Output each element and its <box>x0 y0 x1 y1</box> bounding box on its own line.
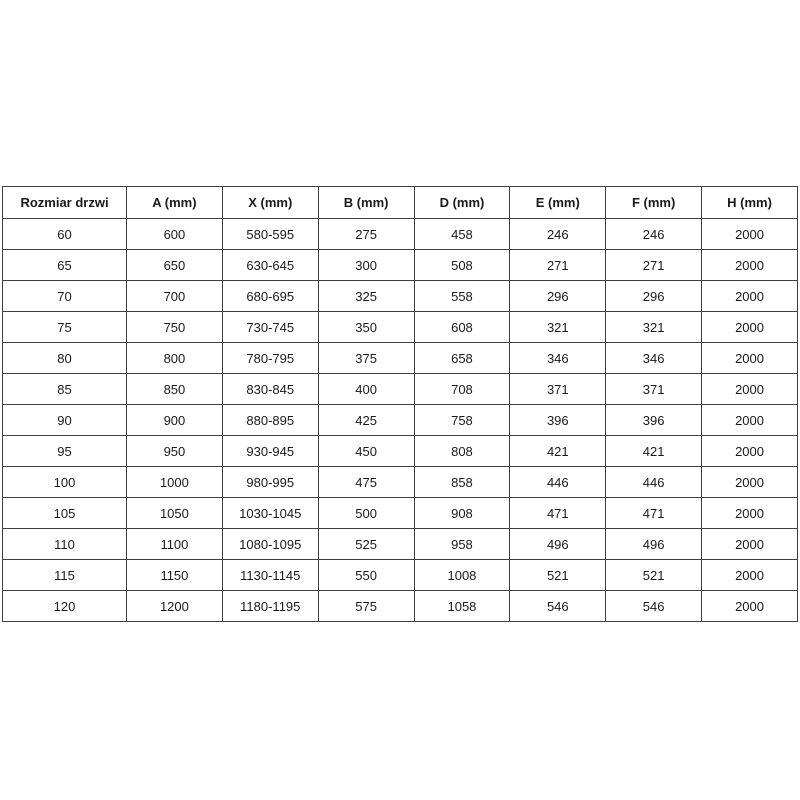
table-cell: 680-695 <box>222 281 318 312</box>
table-row <box>3 343 798 374</box>
table-cell: 60 <box>3 219 127 250</box>
table-cell: 1130-1145 <box>222 560 318 591</box>
door-size-table <box>2 186 798 622</box>
column-header-h-mm: H (mm) <box>702 187 798 219</box>
table-cell: 508 <box>414 250 510 281</box>
table-row <box>3 219 798 250</box>
table-cell: 110 <box>3 529 127 560</box>
table-cell: 246 <box>510 219 606 250</box>
table-cell: 500 <box>318 498 414 529</box>
table-cell: 425 <box>318 405 414 436</box>
table-cell: 421 <box>606 436 702 467</box>
table-cell: 650 <box>127 250 223 281</box>
table-cell: 1030-1045 <box>222 498 318 529</box>
table-cell: 600 <box>127 219 223 250</box>
table-body <box>3 219 798 622</box>
table-cell: 371 <box>510 374 606 405</box>
table-cell: 2000 <box>702 467 798 498</box>
table-cell: 421 <box>510 436 606 467</box>
table-cell: 730-745 <box>222 312 318 343</box>
table-cell: 2000 <box>702 405 798 436</box>
table-cell: 70 <box>3 281 127 312</box>
table-cell: 446 <box>606 467 702 498</box>
table-cell: 780-795 <box>222 343 318 374</box>
table-cell: 271 <box>510 250 606 281</box>
table-row <box>3 250 798 281</box>
table-cell: 80 <box>3 343 127 374</box>
table-cell: 2000 <box>702 312 798 343</box>
table-cell: 496 <box>510 529 606 560</box>
table-container <box>2 186 798 622</box>
column-header-f-mm: F (mm) <box>606 187 702 219</box>
column-header-rozmiar-drzwi: Rozmiar drzwi <box>3 187 127 219</box>
table-cell: 471 <box>510 498 606 529</box>
table-cell: 750 <box>127 312 223 343</box>
table-cell: 400 <box>318 374 414 405</box>
table-cell: 550 <box>318 560 414 591</box>
table-row <box>3 405 798 436</box>
table-cell: 608 <box>414 312 510 343</box>
table-cell: 558 <box>414 281 510 312</box>
table-cell: 575 <box>318 591 414 622</box>
table-cell: 2000 <box>702 560 798 591</box>
table-cell: 758 <box>414 405 510 436</box>
table-cell: 350 <box>318 312 414 343</box>
table-cell: 830-845 <box>222 374 318 405</box>
table-cell: 346 <box>510 343 606 374</box>
table-cell: 115 <box>3 560 127 591</box>
table-cell: 1050 <box>127 498 223 529</box>
table-cell: 100 <box>3 467 127 498</box>
table-cell: 1058 <box>414 591 510 622</box>
table-cell: 1150 <box>127 560 223 591</box>
table-cell: 808 <box>414 436 510 467</box>
table-cell: 496 <box>606 529 702 560</box>
table-cell: 1200 <box>127 591 223 622</box>
table-cell: 580-595 <box>222 219 318 250</box>
table-cell: 2000 <box>702 219 798 250</box>
table-cell: 525 <box>318 529 414 560</box>
column-header-b-mm: B (mm) <box>318 187 414 219</box>
table-row <box>3 467 798 498</box>
table-cell: 321 <box>510 312 606 343</box>
table-row <box>3 436 798 467</box>
table-cell: 246 <box>606 219 702 250</box>
table-cell: 858 <box>414 467 510 498</box>
table-cell: 700 <box>127 281 223 312</box>
table-cell: 958 <box>414 529 510 560</box>
table-cell: 658 <box>414 343 510 374</box>
table-cell: 371 <box>606 374 702 405</box>
table-cell: 2000 <box>702 529 798 560</box>
table-cell: 95 <box>3 436 127 467</box>
table-cell: 900 <box>127 405 223 436</box>
table-cell: 450 <box>318 436 414 467</box>
table-row <box>3 281 798 312</box>
table-cell: 396 <box>510 405 606 436</box>
table-cell: 1180-1195 <box>222 591 318 622</box>
table-row <box>3 498 798 529</box>
table-cell: 546 <box>606 591 702 622</box>
table-cell: 75 <box>3 312 127 343</box>
table-cell: 296 <box>510 281 606 312</box>
table-cell: 471 <box>606 498 702 529</box>
table-cell: 880-895 <box>222 405 318 436</box>
table-cell: 90 <box>3 405 127 436</box>
table-cell: 396 <box>606 405 702 436</box>
table-cell: 2000 <box>702 374 798 405</box>
table-row <box>3 374 798 405</box>
table-cell: 446 <box>510 467 606 498</box>
table-cell: 321 <box>606 312 702 343</box>
table-cell: 908 <box>414 498 510 529</box>
table-cell: 980-995 <box>222 467 318 498</box>
table-cell: 65 <box>3 250 127 281</box>
table-cell: 375 <box>318 343 414 374</box>
table-cell: 271 <box>606 250 702 281</box>
table-cell: 346 <box>606 343 702 374</box>
table-cell: 300 <box>318 250 414 281</box>
table-row <box>3 529 798 560</box>
table-cell: 850 <box>127 374 223 405</box>
table-cell: 2000 <box>702 498 798 529</box>
table-cell: 275 <box>318 219 414 250</box>
column-header-x-mm: X (mm) <box>222 187 318 219</box>
table-cell: 930-945 <box>222 436 318 467</box>
table-cell: 546 <box>510 591 606 622</box>
table-row <box>3 312 798 343</box>
table-cell: 1000 <box>127 467 223 498</box>
table-cell: 105 <box>3 498 127 529</box>
table-cell: 458 <box>414 219 510 250</box>
table-header-row <box>3 187 798 219</box>
table-cell: 2000 <box>702 591 798 622</box>
table-cell: 950 <box>127 436 223 467</box>
table-cell: 630-645 <box>222 250 318 281</box>
table-cell: 85 <box>3 374 127 405</box>
column-header-d-mm: D (mm) <box>414 187 510 219</box>
table-cell: 325 <box>318 281 414 312</box>
table-cell: 1008 <box>414 560 510 591</box>
table-cell: 521 <box>606 560 702 591</box>
table-cell: 800 <box>127 343 223 374</box>
table-cell: 2000 <box>702 343 798 374</box>
table-cell: 2000 <box>702 281 798 312</box>
table-cell: 708 <box>414 374 510 405</box>
table-cell: 120 <box>3 591 127 622</box>
table-cell: 1100 <box>127 529 223 560</box>
column-header-e-mm: E (mm) <box>510 187 606 219</box>
column-header-a-mm: A (mm) <box>127 187 223 219</box>
table-cell: 296 <box>606 281 702 312</box>
table-cell: 2000 <box>702 436 798 467</box>
table-row <box>3 591 798 622</box>
table-cell: 1080-1095 <box>222 529 318 560</box>
table-row <box>3 560 798 591</box>
table-cell: 521 <box>510 560 606 591</box>
table-cell: 2000 <box>702 250 798 281</box>
table-cell: 475 <box>318 467 414 498</box>
